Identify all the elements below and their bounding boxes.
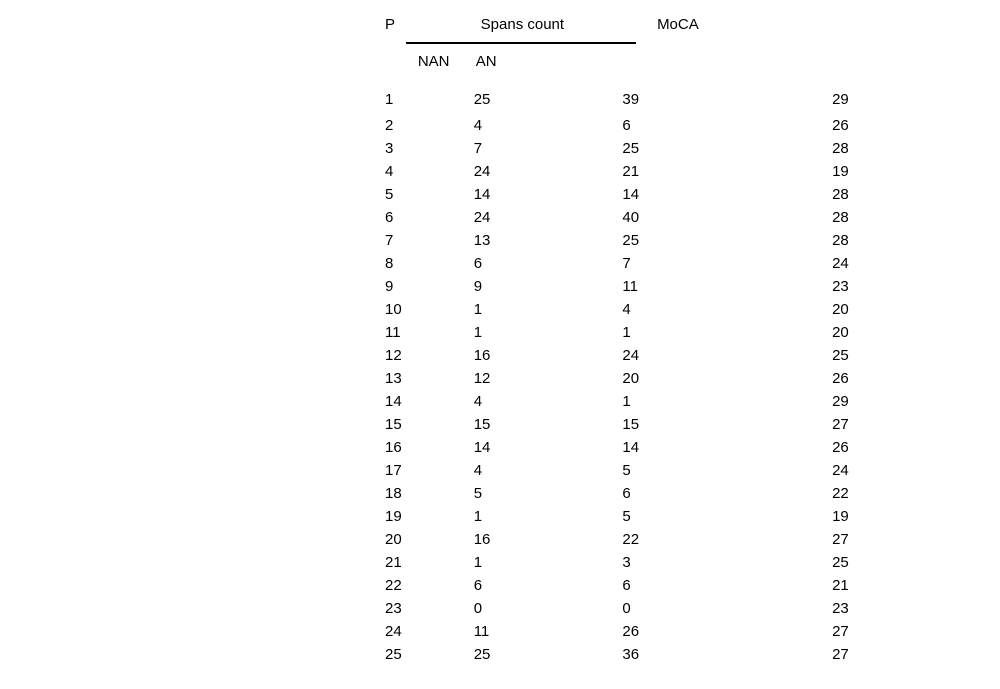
column-header-nan: NAN bbox=[417, 52, 450, 70]
row-cell-p: 16 bbox=[385, 439, 402, 456]
table-row bbox=[375, 390, 849, 413]
row-cell-nan: 1 bbox=[473, 301, 483, 318]
table-row bbox=[375, 367, 849, 390]
row-cell-moca: 24 bbox=[832, 255, 849, 272]
row-cell-moca: 27 bbox=[832, 646, 849, 663]
row-cell-moca: 25 bbox=[832, 347, 849, 364]
table-row bbox=[375, 114, 849, 137]
row-cell-p: 14 bbox=[385, 393, 402, 410]
table-row bbox=[375, 160, 849, 183]
row-cell-p: 8 bbox=[385, 255, 394, 272]
row-cell-p: 1 bbox=[385, 91, 394, 108]
row-cell-an: 4 bbox=[622, 301, 631, 318]
row-cell-nan: 16 bbox=[473, 347, 491, 364]
row-cell-an: 14 bbox=[622, 186, 640, 203]
row-cell-nan: 25 bbox=[473, 646, 491, 663]
row-cell-nan: 14 bbox=[473, 186, 491, 203]
row-cell-nan: 13 bbox=[473, 232, 491, 249]
row-cell-an: 7 bbox=[622, 255, 631, 272]
table-row bbox=[375, 597, 849, 620]
row-cell-p: 12 bbox=[385, 347, 402, 364]
row-cell-p: 19 bbox=[385, 508, 402, 525]
row-cell-nan: 15 bbox=[473, 416, 491, 433]
row-cell-an: 6 bbox=[622, 117, 631, 134]
row-cell-p: 4 bbox=[385, 163, 394, 180]
table-row bbox=[375, 252, 849, 275]
table-row bbox=[375, 206, 849, 229]
table-row bbox=[375, 298, 849, 321]
row-cell-moca: 27 bbox=[832, 623, 849, 640]
row-cell-an: 5 bbox=[622, 508, 631, 525]
row-cell-an: 11 bbox=[622, 278, 638, 295]
row-cell-moca: 20 bbox=[832, 324, 849, 341]
row-cell-p: 10 bbox=[385, 301, 402, 318]
row-cell-nan: 9 bbox=[473, 278, 483, 295]
row-cell-p: 6 bbox=[385, 209, 394, 226]
row-cell-nan: 1 bbox=[473, 324, 483, 341]
row-cell-nan: 4 bbox=[473, 393, 483, 410]
row-cell-an: 36 bbox=[622, 646, 640, 663]
row-cell-moca: 22 bbox=[832, 485, 849, 502]
row-cell-nan: 4 bbox=[473, 462, 483, 479]
row-cell-p: 2 bbox=[385, 117, 394, 134]
row-cell-moca: 27 bbox=[832, 416, 849, 433]
row-cell-moca: 28 bbox=[832, 209, 849, 226]
row-cell-nan: 24 bbox=[473, 209, 491, 226]
row-cell-an: 3 bbox=[622, 554, 631, 571]
row-cell-p: 24 bbox=[385, 623, 402, 640]
table-row bbox=[375, 229, 849, 252]
row-cell-moca: 28 bbox=[832, 232, 849, 249]
row-cell-p: 11 bbox=[385, 324, 401, 341]
row-cell-moca: 19 bbox=[832, 508, 849, 525]
row-cell-an: 6 bbox=[622, 577, 631, 594]
row-cell-moca: 19 bbox=[832, 163, 849, 180]
table-row bbox=[375, 643, 849, 666]
row-cell-moca: 28 bbox=[832, 186, 849, 203]
row-cell-moca: 20 bbox=[832, 301, 849, 318]
row-cell-nan: 4 bbox=[473, 117, 483, 134]
row-cell-an: 25 bbox=[622, 232, 640, 249]
table-head bbox=[375, 8, 849, 79]
row-cell-nan: 1 bbox=[473, 508, 483, 525]
table-row bbox=[375, 620, 849, 643]
table-row bbox=[375, 459, 849, 482]
row-cell-an: 6 bbox=[622, 485, 631, 502]
row-cell-nan: 16 bbox=[473, 531, 491, 548]
row-cell-moca: 25 bbox=[832, 554, 849, 571]
group-header-label: Spans count bbox=[480, 16, 565, 33]
table-row bbox=[375, 183, 849, 206]
row-cell-nan: 12 bbox=[473, 370, 491, 387]
row-cell-an: 1 bbox=[622, 393, 631, 410]
table-row bbox=[375, 482, 849, 505]
row-cell-p: 13 bbox=[385, 370, 402, 387]
row-cell-moca: 21 bbox=[832, 577, 849, 594]
row-cell-an: 5 bbox=[622, 462, 631, 479]
row-cell-an: 15 bbox=[622, 416, 640, 433]
spans-count-moca-table bbox=[375, 8, 849, 689]
row-cell-an: 39 bbox=[622, 91, 640, 108]
row-cell-nan: 14 bbox=[473, 439, 491, 456]
row-cell-nan: 1 bbox=[473, 554, 483, 571]
row-cell-p: 25 bbox=[385, 646, 402, 663]
table-row bbox=[375, 436, 849, 459]
row-cell-moca: 23 bbox=[832, 278, 849, 295]
table-row bbox=[375, 137, 849, 160]
column-header-an: AN bbox=[475, 52, 497, 70]
column-header-moca: MoCA bbox=[657, 16, 699, 33]
row-cell-an: 24 bbox=[622, 347, 640, 364]
data-table-container bbox=[375, 8, 849, 689]
row-cell-p: 20 bbox=[385, 531, 402, 548]
table-row bbox=[375, 321, 849, 344]
row-cell-nan: 11 bbox=[473, 623, 490, 640]
table-row bbox=[375, 528, 849, 551]
row-cell-an: 21 bbox=[622, 163, 640, 180]
row-cell-moca: 27 bbox=[832, 531, 849, 548]
column-header-p: P bbox=[385, 16, 396, 33]
row-cell-p: 21 bbox=[385, 554, 402, 571]
table-row bbox=[375, 275, 849, 298]
row-cell-an: 25 bbox=[622, 140, 640, 157]
row-cell-moca: 28 bbox=[832, 140, 849, 157]
table-row bbox=[375, 505, 849, 528]
row-cell-p: 18 bbox=[385, 485, 402, 502]
table-row bbox=[375, 574, 849, 597]
row-cell-nan: 24 bbox=[473, 163, 491, 180]
row-cell-nan: 7 bbox=[473, 140, 483, 157]
row-cell-an: 26 bbox=[622, 623, 640, 640]
row-cell-an: 14 bbox=[622, 439, 640, 456]
row-cell-nan: 25 bbox=[473, 91, 491, 108]
row-cell-moca: 26 bbox=[832, 439, 849, 456]
row-cell-moca: 23 bbox=[832, 600, 849, 617]
row-cell-moca: 29 bbox=[832, 91, 849, 108]
row-cell-moca: 24 bbox=[832, 462, 849, 479]
table-row bbox=[375, 551, 849, 574]
row-cell-an: 40 bbox=[622, 209, 640, 226]
row-cell-nan: 6 bbox=[473, 255, 483, 272]
row-cell-nan: 5 bbox=[473, 485, 483, 502]
row-cell-p: 3 bbox=[385, 140, 394, 157]
table-row bbox=[375, 413, 849, 436]
table-header-row bbox=[375, 8, 849, 79]
row-cell-moca: 29 bbox=[832, 393, 849, 410]
row-cell-moca: 26 bbox=[832, 117, 849, 134]
row-cell-an: 0 bbox=[622, 600, 631, 617]
row-cell-p: 9 bbox=[385, 278, 394, 295]
table-row bbox=[375, 79, 849, 114]
row-cell-nan: 0 bbox=[473, 600, 483, 617]
row-cell-p: 15 bbox=[385, 416, 402, 433]
column-group-header-spans-count bbox=[402, 8, 639, 79]
row-cell-nan: 6 bbox=[473, 577, 483, 594]
table-row bbox=[375, 344, 849, 367]
row-cell-an: 1 bbox=[622, 324, 631, 341]
row-cell-p: 22 bbox=[385, 577, 402, 594]
row-cell-moca: 26 bbox=[832, 370, 849, 387]
row-cell-an: 22 bbox=[622, 531, 640, 548]
row-cell-p: 7 bbox=[385, 232, 394, 249]
row-cell-p: 23 bbox=[385, 600, 402, 617]
row-cell-p: 5 bbox=[385, 186, 394, 203]
row-cell-an: 20 bbox=[622, 370, 640, 387]
row-cell-p: 17 bbox=[385, 462, 402, 479]
table-body bbox=[375, 79, 849, 689]
